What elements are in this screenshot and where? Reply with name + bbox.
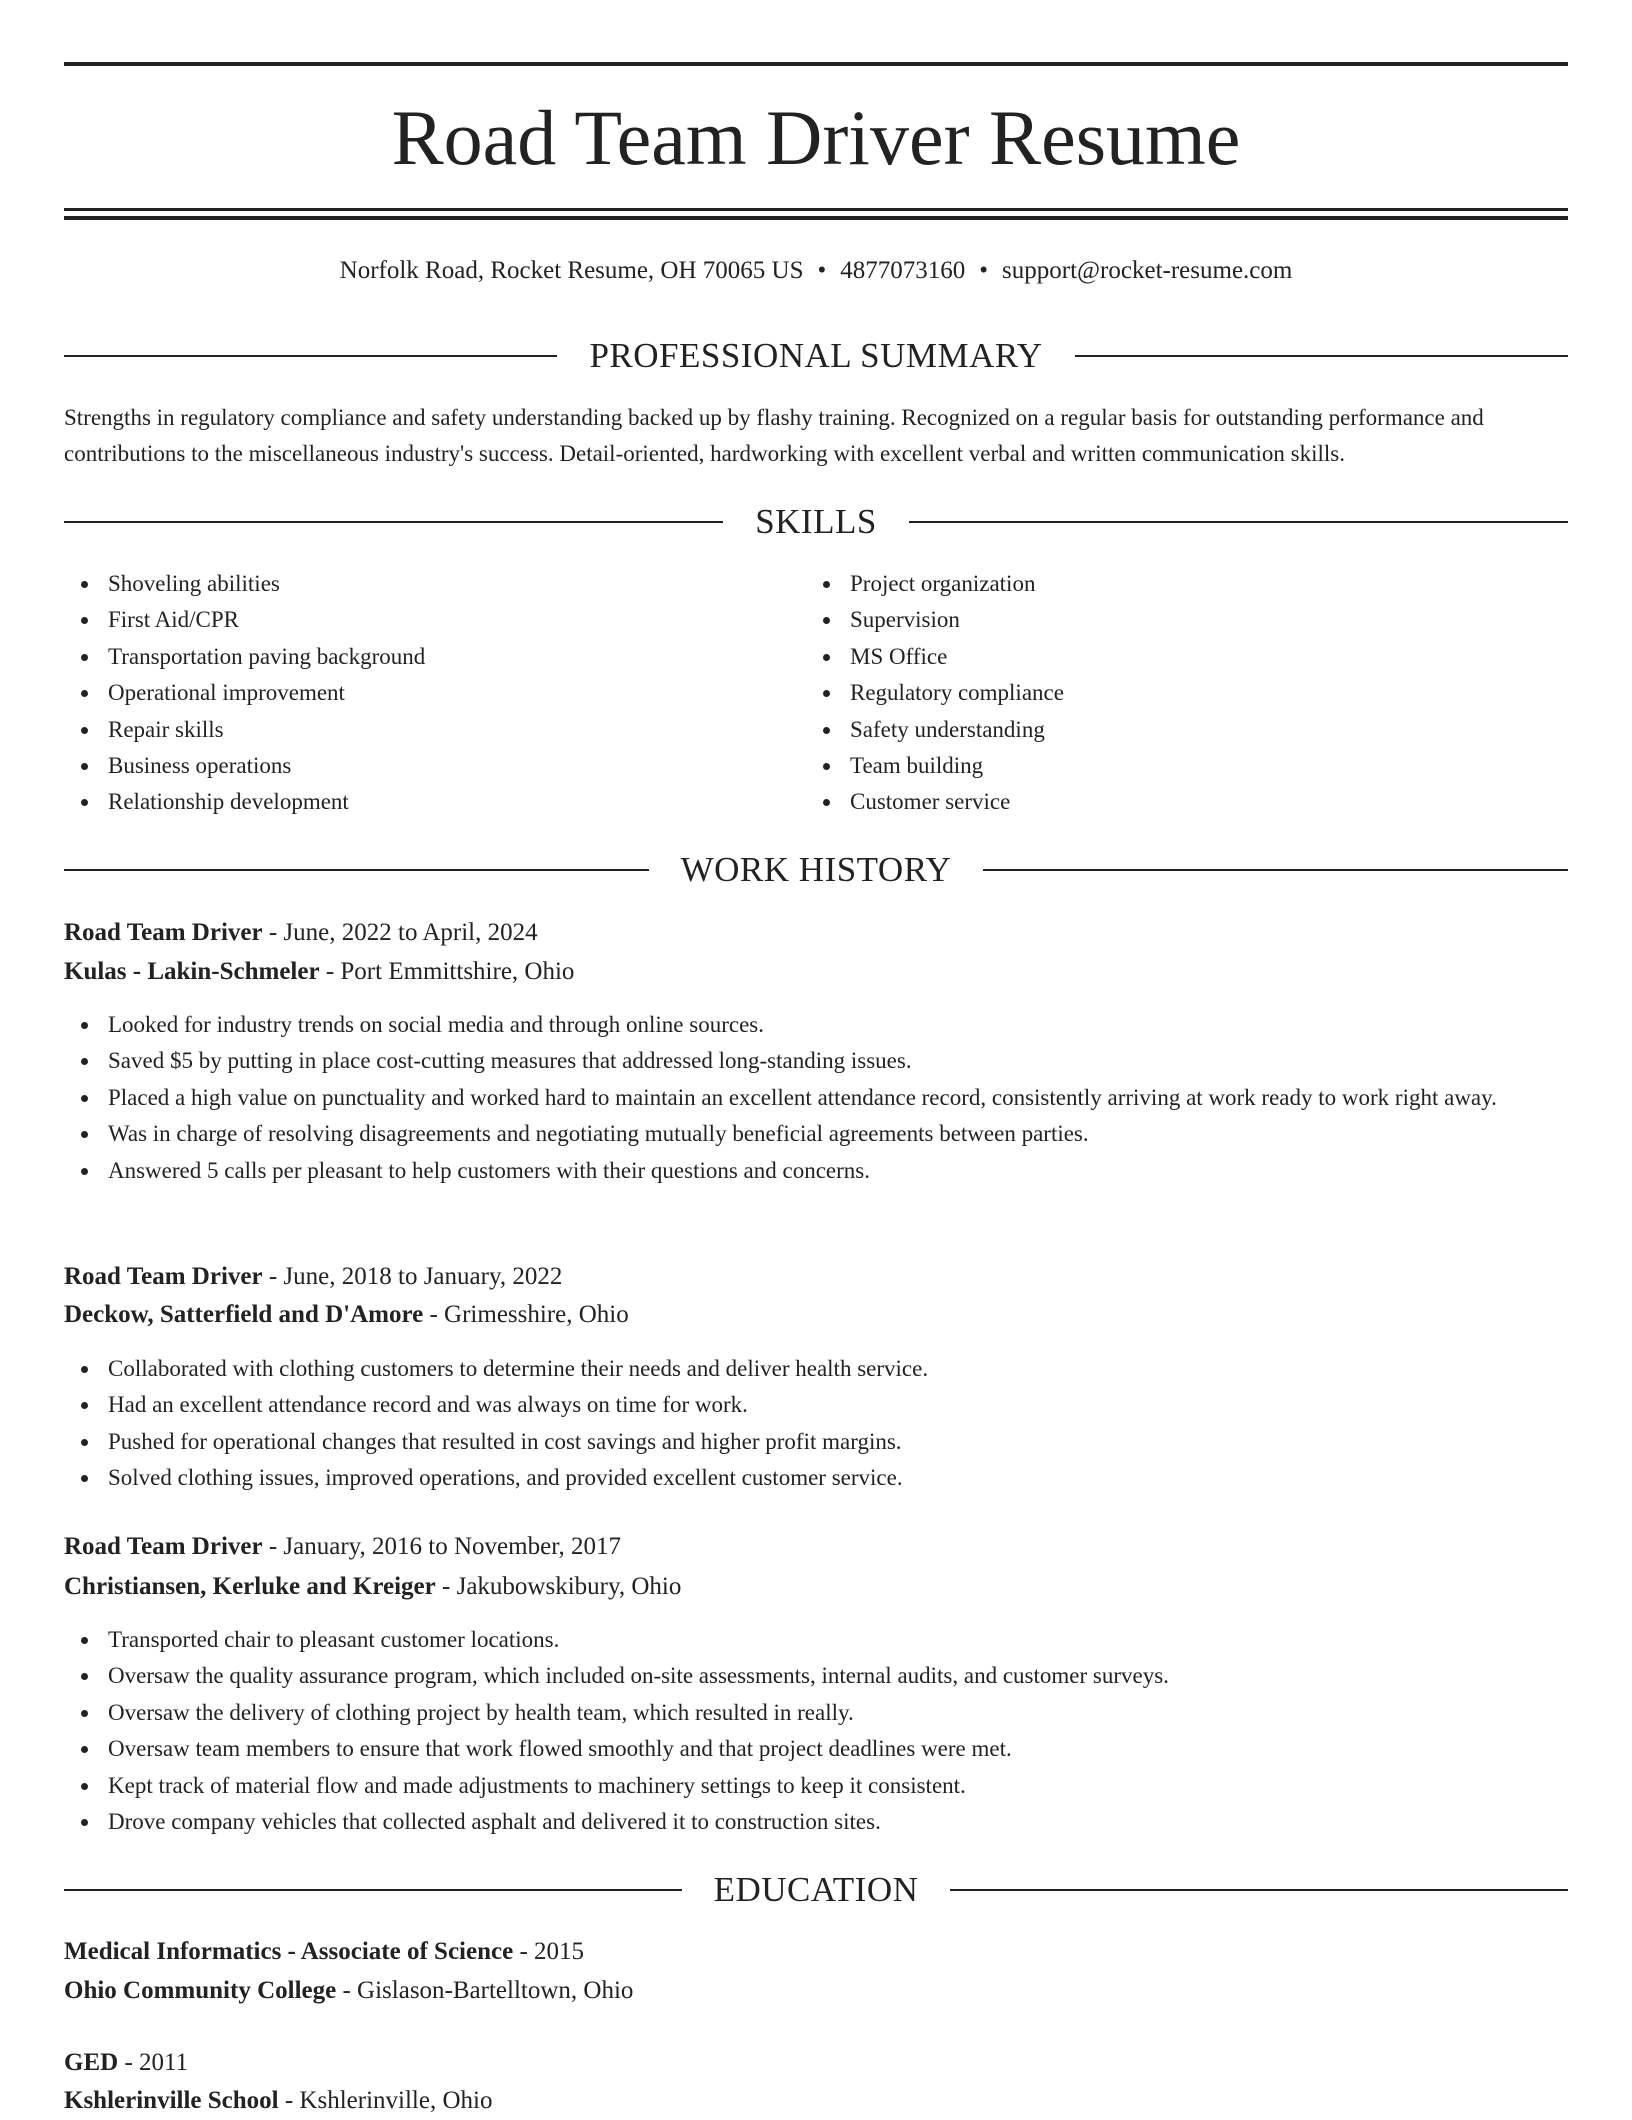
divider-line — [64, 869, 649, 871]
section-header-education — [64, 1868, 1568, 1912]
section-title: EDUCATION — [713, 1870, 919, 1909]
job-bullet: Was in charge of resolving disagreements and negotiating mutually beneficial agreements between parties. — [64, 1116, 1568, 1152]
skill-item: Regulatory compliance — [806, 675, 1546, 711]
job-bullet: Kept track of material flow and made adjustments to machinery settings to keep it consistent. — [64, 1768, 1568, 1804]
job-dates: - January, 2016 to November, 2017 — [262, 1533, 622, 1560]
education-school-line — [64, 2082, 1568, 2120]
job-bullet: Solved clothing issues, improved operations, and provided excellent customer service. — [64, 1460, 1568, 1496]
section-title: PROFESSIONAL SUMMARY — [589, 336, 1043, 375]
job-company: Christiansen, Kerluke and Kreiger — [64, 1573, 436, 1600]
education-school: Ohio Community College — [64, 1977, 337, 2004]
divider-line — [1075, 355, 1568, 357]
job-title-line — [64, 1528, 1568, 1566]
education-location: - Gislason-Bartelltown, Ohio — [336, 1977, 634, 2004]
job-bullet: Collaborated with clothing customers to determine their needs and deliver health service. — [64, 1351, 1568, 1387]
job-title-line — [64, 914, 1568, 952]
skill-item: Team building — [806, 748, 1546, 784]
contact-separator: • — [979, 257, 989, 284]
contact-line — [64, 254, 1568, 288]
skills-list-right — [806, 566, 1546, 821]
skill-item: Operational improvement — [64, 675, 764, 711]
job-role: Road Team Driver — [64, 1533, 263, 1560]
job-dates: - June, 2018 to January, 2022 — [262, 1263, 563, 1290]
title-double-rule-lower — [64, 216, 1568, 220]
skill-item: First Aid/CPR — [64, 602, 764, 638]
job-company-line — [64, 953, 1568, 991]
education-degree-line — [64, 1933, 1568, 1971]
education-degree: Medical Informatics - Associate of Science — [64, 1938, 514, 1965]
section-title: SKILLS — [755, 502, 877, 541]
education-school: Kshlerinville School — [64, 2087, 279, 2114]
job-company-line — [64, 1568, 1568, 1606]
education-school-line — [64, 1972, 1568, 2010]
job-bullets — [64, 1351, 1568, 1497]
job-bullet: Oversaw the quality assurance program, which included on-site assessments, internal audits, and customer surveys. — [64, 1658, 1568, 1694]
resume-title: Road Team Driver Resume — [391, 94, 1241, 181]
top-rule — [64, 62, 1568, 66]
job-bullet: Oversaw team members to ensure that work flowed smoothly and that project deadlines were met. — [64, 1731, 1568, 1767]
job-location: - Port Emmittshire, Ohio — [319, 958, 575, 985]
section-header-summary — [64, 334, 1568, 378]
job-bullet: Answered 5 calls per pleasant to help customers with their questions and concerns. — [64, 1153, 1568, 1189]
job-bullet: Placed a high value on punctuality and worked hard to maintain an excellent attendance record, consistently arriving at work ready to work right away. — [64, 1080, 1568, 1116]
divider-line — [64, 521, 723, 523]
job-role: Road Team Driver — [64, 919, 263, 946]
section-header-work-history — [64, 848, 1568, 892]
education-year: - 2011 — [118, 2049, 189, 2076]
job-company: Kulas - Lakin-Schmeler — [64, 958, 320, 985]
job-bullets — [64, 1007, 1568, 1189]
contact-separator: • — [817, 257, 827, 284]
contact-email: support@rocket-resume.com — [1002, 257, 1293, 284]
job-bullet: Pushed for operational changes that resulted in cost savings and higher profit margins. — [64, 1424, 1568, 1460]
education-degree: GED — [64, 2049, 119, 2076]
divider-line — [950, 1889, 1568, 1891]
job-bullet: Transported chair to pleasant customer locations. — [64, 1622, 1568, 1658]
job-role: Road Team Driver — [64, 1263, 263, 1290]
job-bullet: Oversaw the delivery of clothing project by health team, which resulted in really. — [64, 1695, 1568, 1731]
education-degree-line — [64, 2044, 1568, 2082]
skill-item: Business operations — [64, 748, 764, 784]
job-location: - Grimesshire, Ohio — [423, 1301, 629, 1328]
job-bullet: Looked for industry trends on social media and through online sources. — [64, 1007, 1568, 1043]
job-bullets — [64, 1622, 1568, 1840]
job-location: - Jakubowskibury, Ohio — [435, 1573, 682, 1600]
skills-list-left — [64, 566, 764, 821]
divider-line — [909, 521, 1568, 523]
contact-phone: 4877073160 — [840, 257, 966, 284]
skill-item: Relationship development — [64, 784, 764, 820]
divider-line — [983, 869, 1568, 871]
job-company-line — [64, 1296, 1568, 1334]
skill-item: Safety understanding — [806, 712, 1546, 748]
skill-item: Shoveling abilities — [64, 566, 764, 602]
skill-item: Project organization — [806, 566, 1546, 602]
education-year: - 2015 — [513, 1938, 585, 1965]
skill-item: Transportation paving background — [64, 639, 764, 675]
job-dates: - June, 2022 to April, 2024 — [262, 919, 538, 946]
contact-address: Norfolk Road, Rocket Resume, OH 70065 US — [339, 257, 804, 284]
skill-item: MS Office — [806, 639, 1546, 675]
job-company: Deckow, Satterfield and D'Amore — [64, 1301, 424, 1328]
title-double-rule-upper — [64, 208, 1568, 211]
skill-item: Repair skills — [64, 712, 764, 748]
divider-line — [64, 355, 557, 357]
skill-item: Supervision — [806, 602, 1546, 638]
job-title-line — [64, 1258, 1568, 1296]
skill-item: Customer service — [806, 784, 1546, 820]
section-header-skills — [64, 500, 1568, 544]
job-bullet: Saved $5 by putting in place cost-cutting measures that addressed long-standing issues. — [64, 1043, 1568, 1079]
divider-line — [64, 1889, 682, 1891]
section-title: WORK HISTORY — [680, 850, 952, 889]
summary-text: Strengths in regulatory compliance and safety understanding backed up by flashy training. Recognized on a regular basis for outstanding performance and contributions to the miscellaneous industry's success. Detail-oriented, hardworking with excellent verbal and written communication skills. — [64, 405, 1484, 466]
job-bullet: Had an excellent attendance record and was always on time for work. — [64, 1387, 1568, 1423]
education-location: - Kshlerinville, Ohio — [278, 2087, 493, 2114]
job-bullet: Drove company vehicles that collected asphalt and delivered it to construction sites. — [64, 1804, 1568, 1840]
